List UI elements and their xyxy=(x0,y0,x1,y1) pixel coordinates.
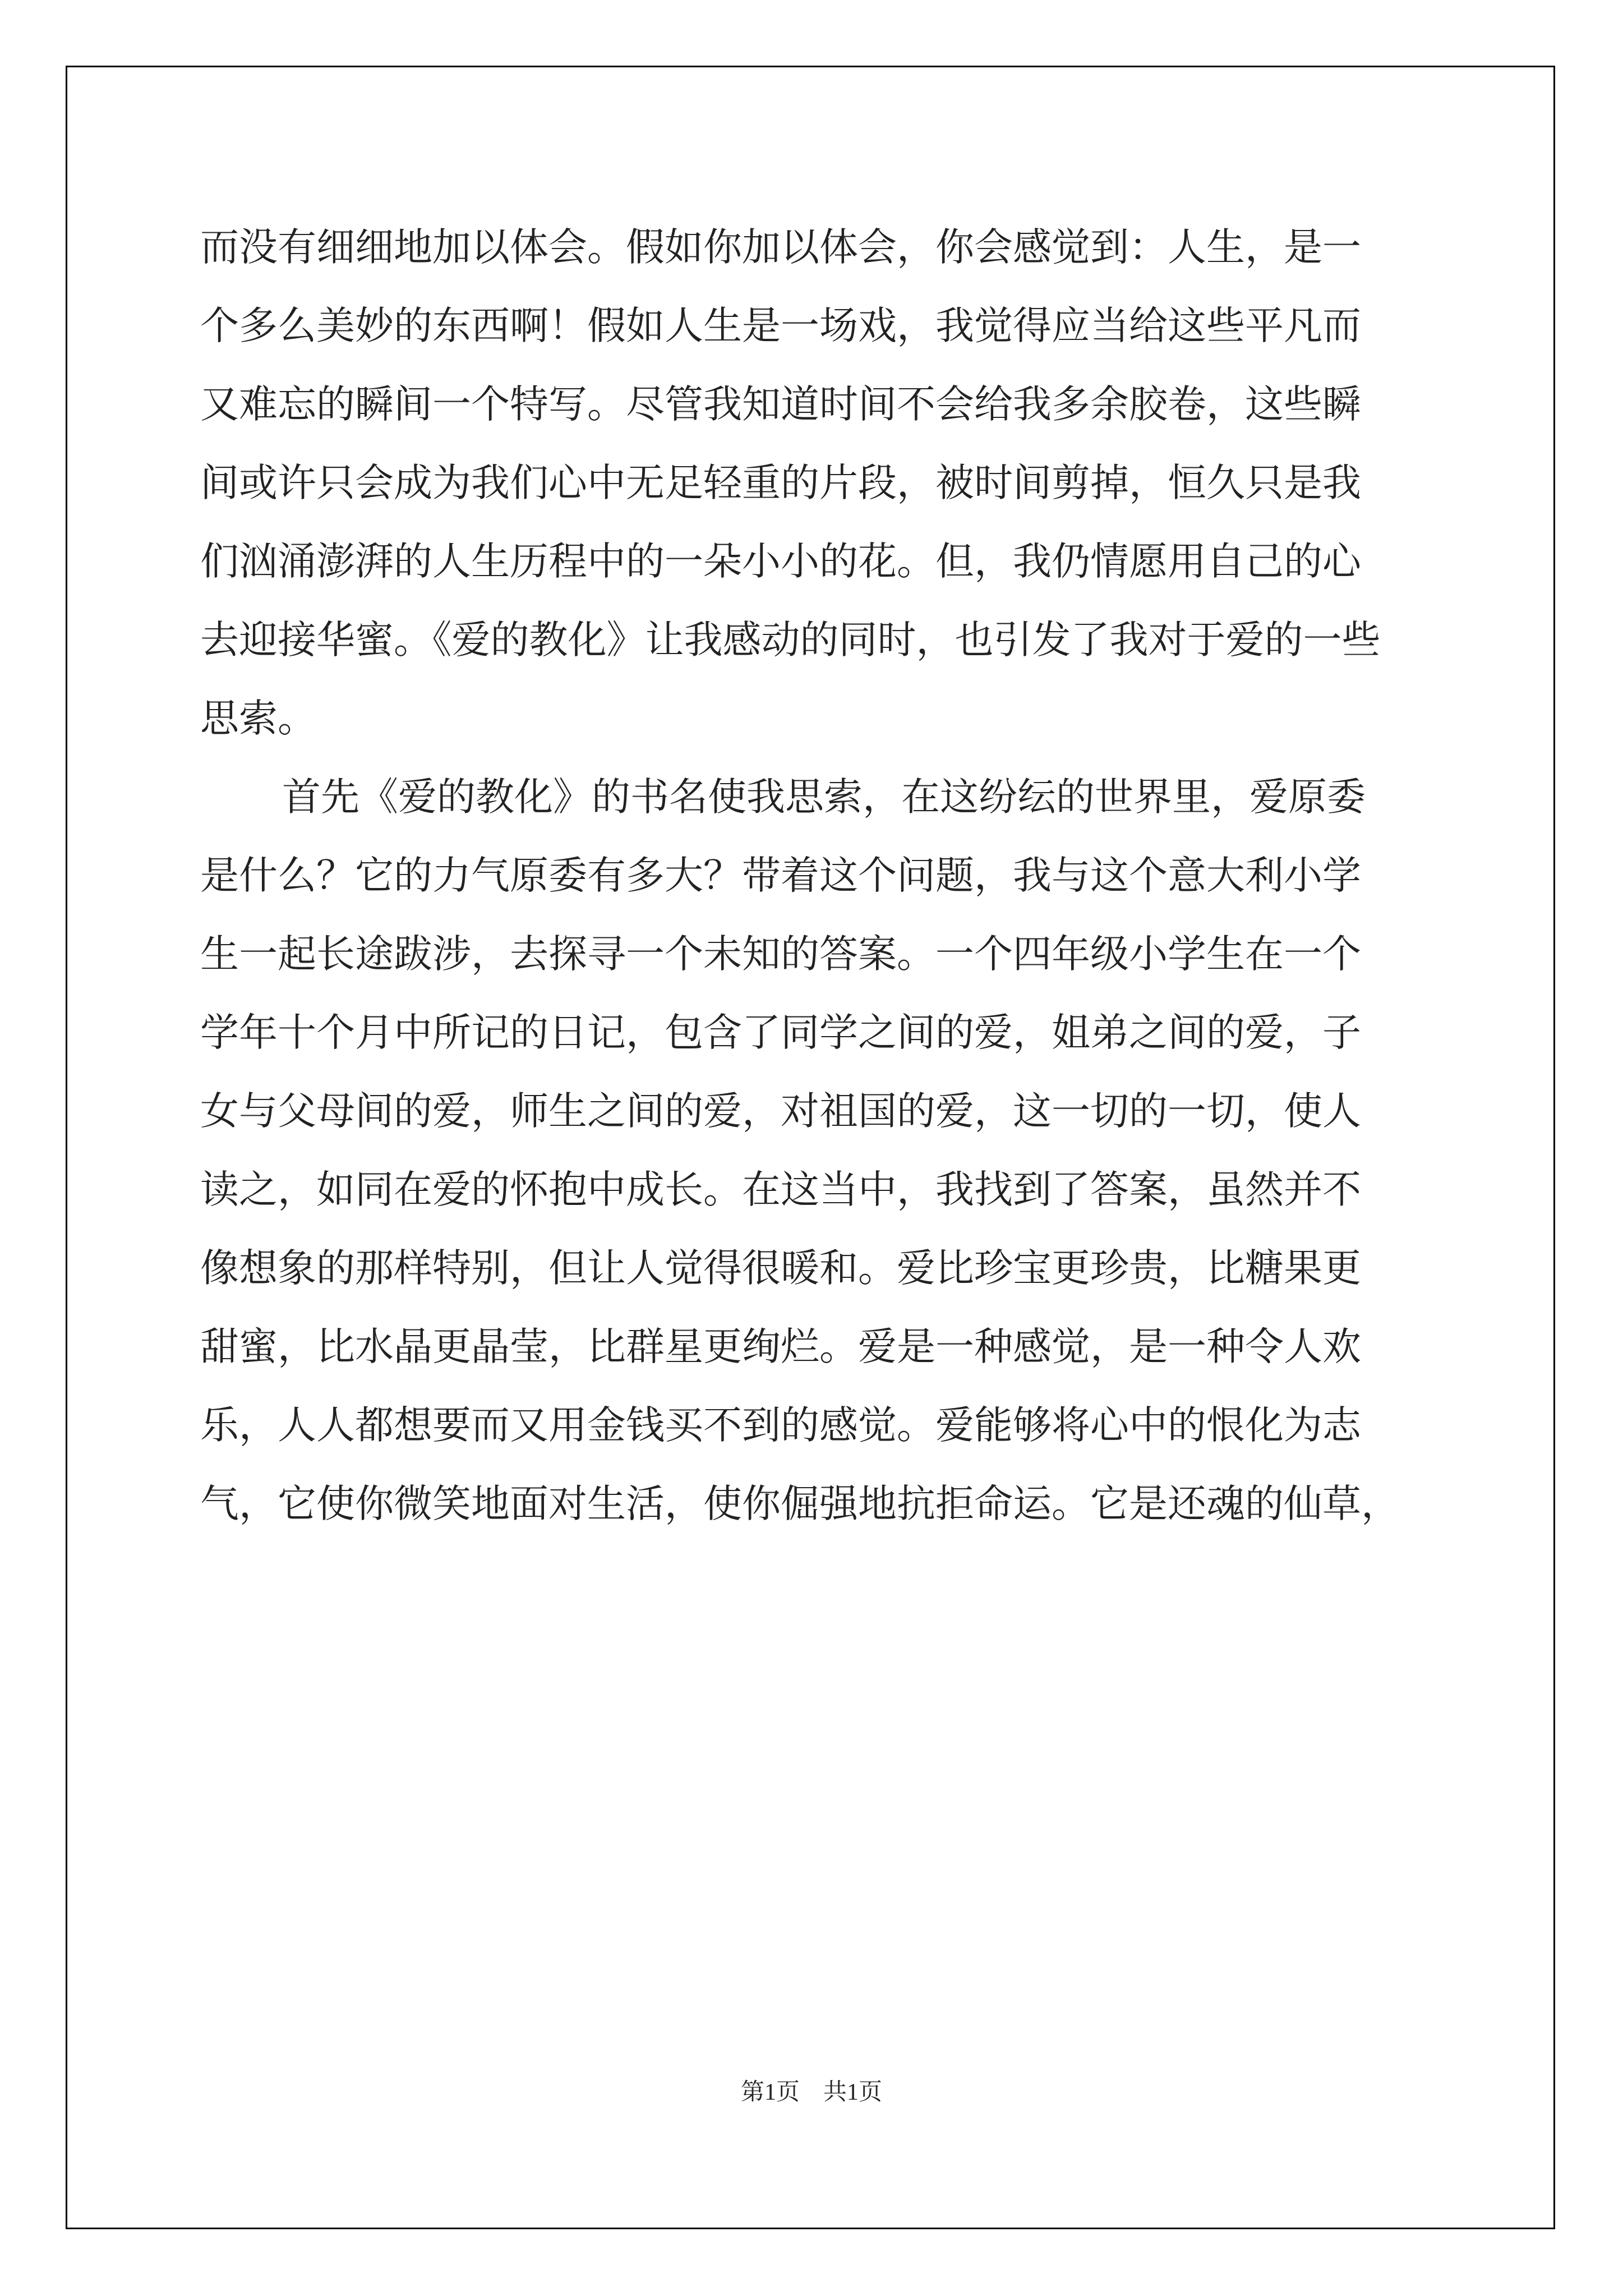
text-line: 读之，如同在爱的怀抱中成长。在这当中，我找到了答案，虽然并不 xyxy=(200,1167,1361,1212)
text-line: 去迎接华蜜。《爱的教化》让我感动的同时，也引发了我对于爱的一些 xyxy=(200,618,1381,662)
text-line: 个多么美妙的东西啊！假如人生是一场戏，我觉得应当给这些平凡而 xyxy=(200,303,1361,348)
text-line: 首先《爱的教化》的书名使我思索，在这纷纭的世界里，爱原委 xyxy=(282,775,1366,820)
text-line: 而没有细细地加以体会。假如你加以体会，你会感觉到：人生，是一 xyxy=(200,225,1361,270)
text-line: 是什么？它的力气原委有多大？带着这个问题，我与这个意大利小学 xyxy=(200,853,1361,898)
text-line: 学年十个月中所记的日记，包含了同学之间的爱，姐弟之间的爱，子 xyxy=(200,1010,1361,1055)
text-line: 像想象的那样特别，但让人觉得很暖和。爱比珍宝更珍贵，比糖果更 xyxy=(200,1246,1361,1291)
text-line: 间或许只会成为我们心中无足轻重的片段，被时间剪掉，恒久只是我 xyxy=(200,461,1361,505)
text-line: 们汹涌澎湃的人生历程中的一朵小小的花。但，我仍情愿用自己的心 xyxy=(200,539,1361,584)
text-line: 女与父母间的爱，师生之间的爱，对祖国的爱，这一切的一切，使人 xyxy=(200,1089,1361,1134)
text-line: 乐，人人都想要而又用金钱买不到的感觉。爱能够将心中的恨化为志 xyxy=(200,1403,1361,1448)
text-line: 生一起长途跋涉，去探寻一个未知的答案。一个四年级小学生在一个 xyxy=(200,932,1361,977)
text-line: 思索。 xyxy=(200,696,316,741)
page-footer: 第1页 共1页 xyxy=(740,2079,882,2105)
text-line: 甜蜜，比水晶更晶莹，比群星更绚烂。爱是一种感觉，是一种令人欢 xyxy=(200,1324,1361,1369)
text-line: 又难忘的瞬间一个特写。尽管我知道时间不会给我多余胶卷，这些瞬 xyxy=(200,382,1361,427)
text-line: 气，它使你微笑地面对生活，使你倔强地抗拒命运。它是还魂的仙草， xyxy=(200,1481,1400,1526)
